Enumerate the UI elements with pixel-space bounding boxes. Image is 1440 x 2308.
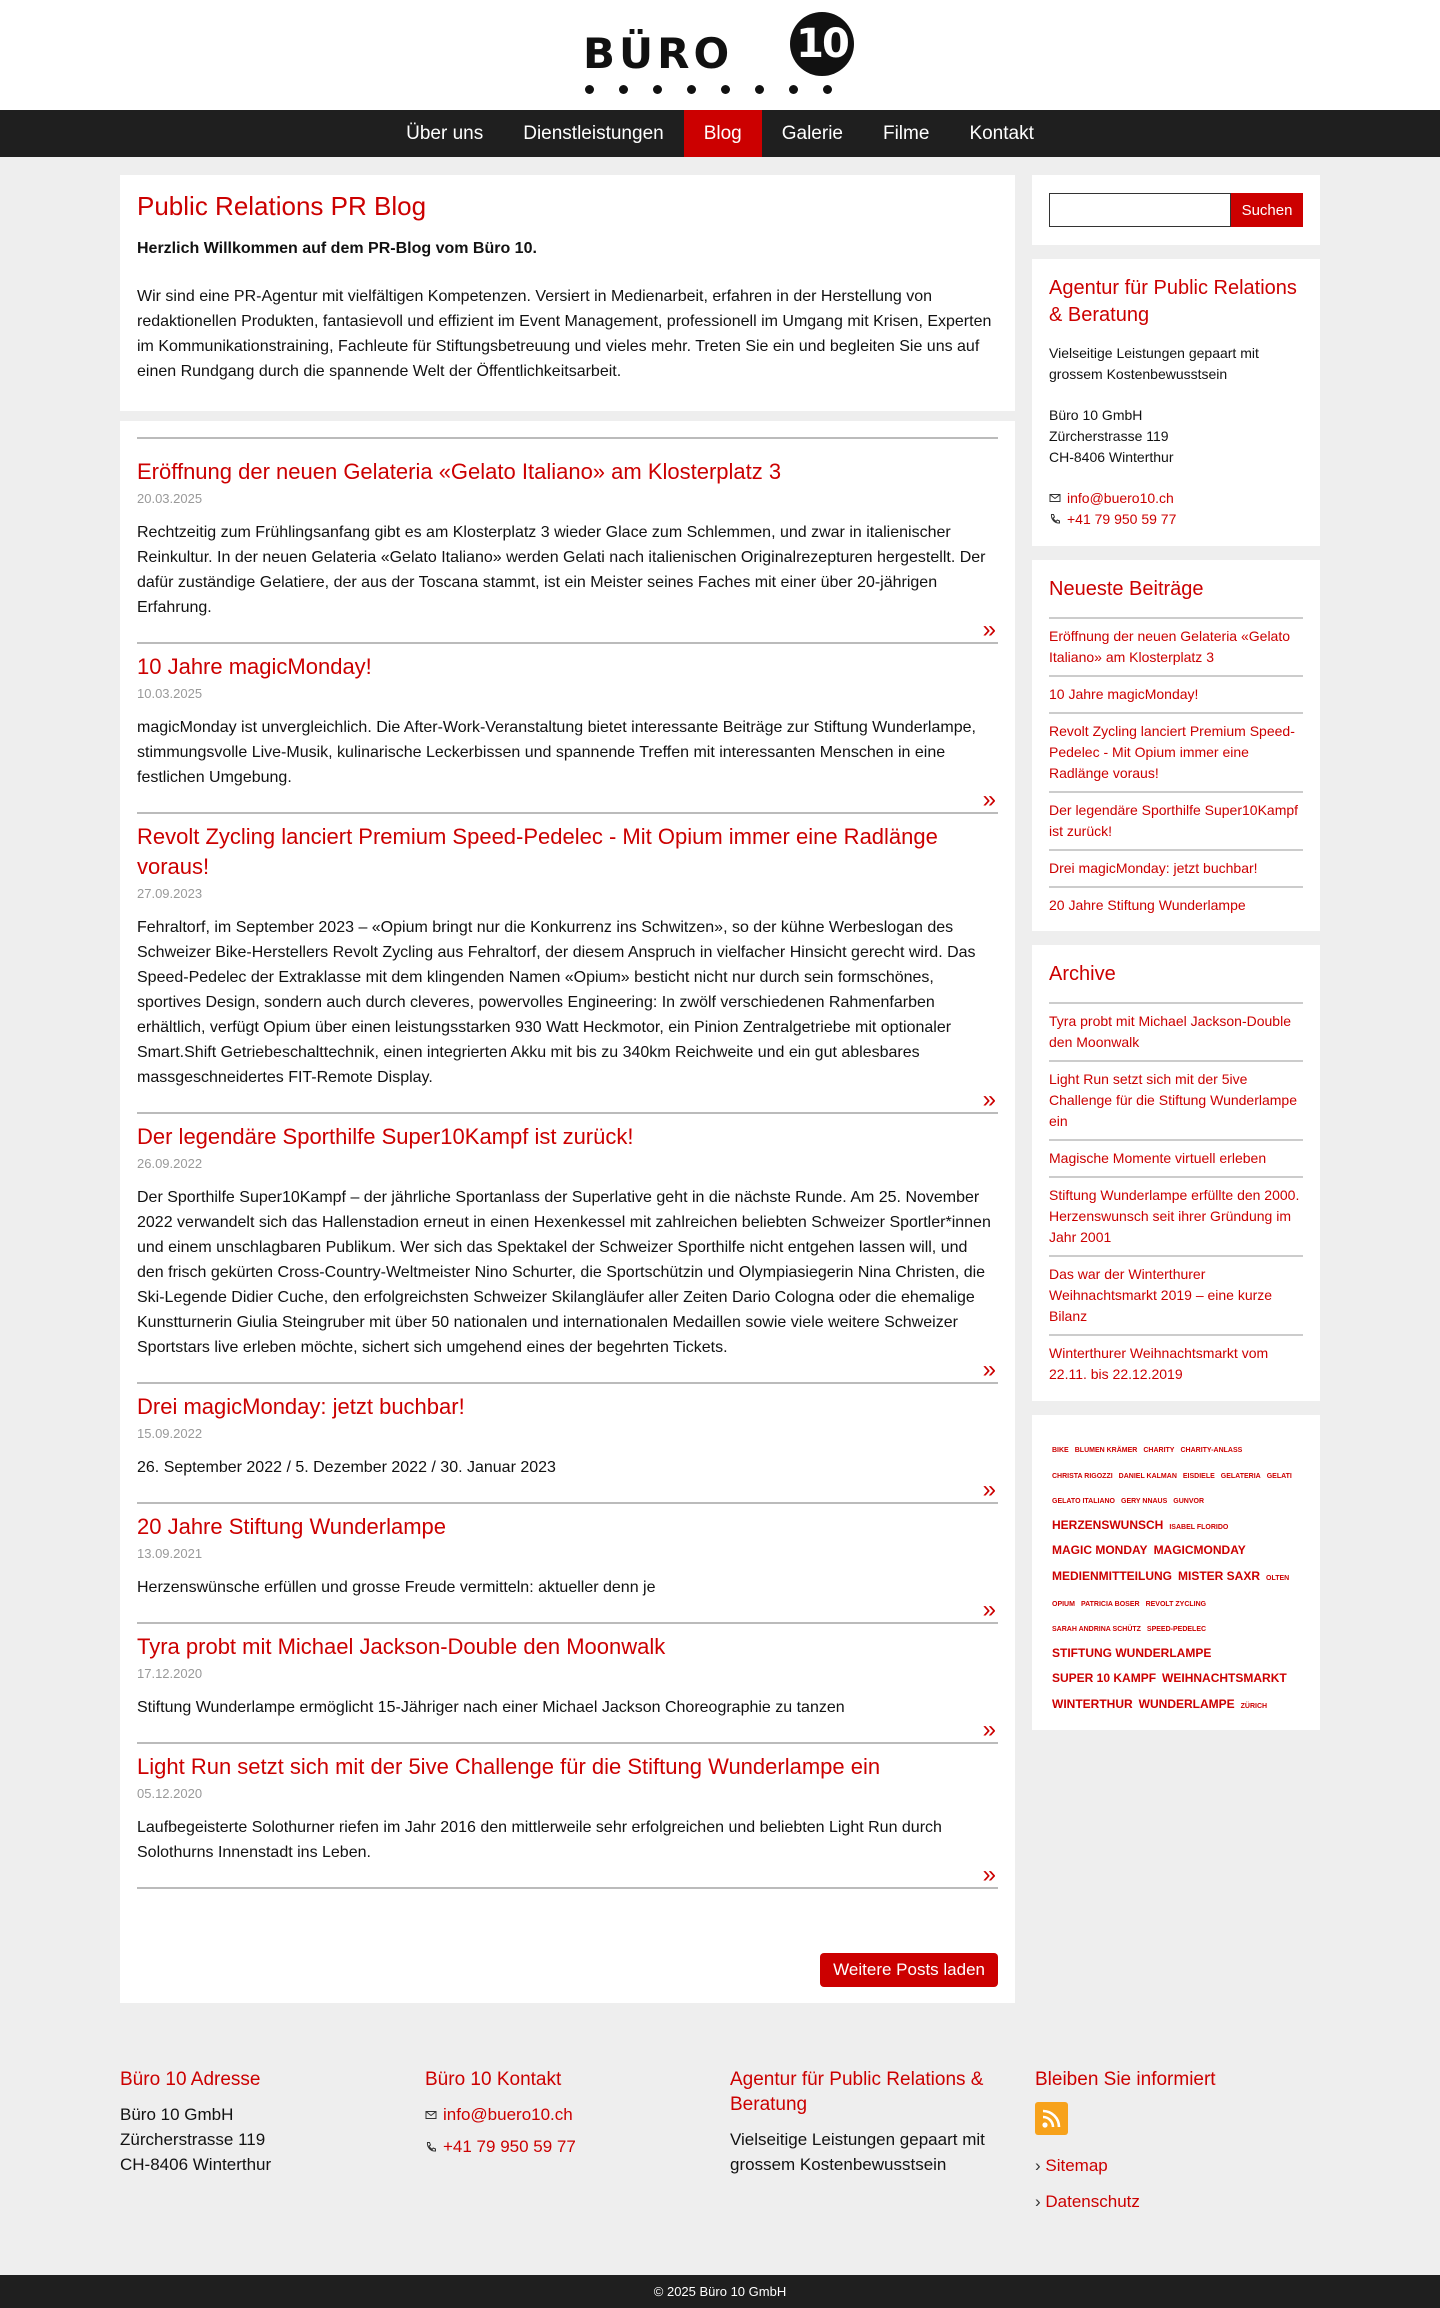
post-item	[137, 1624, 998, 1744]
tag-link[interactable]: MISTER SAXR	[1178, 1568, 1261, 1583]
post-date: 26.09.2022	[137, 1156, 203, 1171]
intro-box	[120, 175, 1015, 411]
post-excerpt: Fehraltorf, im September 2023 – «Opium bringt nur die Konkurrenz ins Schwitzen», so der kühne Werbeslogan des Schweizer Bike-Herstellers Revolt Zycling aus Fehraltorf, der diesem Anspruch in vielfacher Hinsicht gerecht wird. Das Speed-Pedelec der Extraklasse mit dem klingenden Namen «Opium» besticht nicht nur durch sein formschönes, sportives Design, sondern auch durch cleveres, powervolles Engineering: In zwölf verschiedenen Rahmenfarben erhältlich, verfügt Opium über einen leistungsstarken 930 Watt Heckmotor, ein Pinion Zentralgetriebe mit optionaler Smart.Shift Getriebeschalttechnik, einen integrierten Akku mit bis zu 340km Reichweite und ein gut ablesbares massgeschneidertes FIT-Remote Display.	[137, 919, 976, 1086]
tag-link[interactable]: PATRICIA BOSER	[1080, 1600, 1140, 1608]
post-title[interactable]: 20 Jahre Stiftung Wunderlampe	[137, 1514, 446, 1539]
tag-link[interactable]: ISABEL FLORIDO	[1169, 1523, 1229, 1531]
tag-link[interactable]: BLUMEN KRÄMER	[1074, 1447, 1138, 1454]
tag-link[interactable]: GERY NNAUS	[1121, 1498, 1168, 1506]
read-more-link[interactable]: »	[982, 616, 996, 643]
sidebar-link[interactable]: Eröffnung der neuen Gelateria «Gelato Italiano» am Klosterplatz 3	[1049, 617, 1303, 675]
footer-agency-text: Vielseitige Leistungen gepaart mit grossem Kostenbewusstsein	[730, 2130, 985, 2174]
footer-company: Büro 10 GmbH	[120, 2105, 234, 2124]
post-date: 27.09.2023	[137, 886, 203, 901]
post-title[interactable]: Light Run setzt sich mit der 5ive Challenge für die Stiftung Wunderlampe ein	[137, 1754, 881, 1779]
nav-item-galerie[interactable]: Galerie	[781, 123, 843, 144]
footer-address	[120, 2067, 380, 2177]
archive-widget	[1032, 945, 1320, 1401]
post-list	[120, 421, 1015, 2003]
post-date: 13.09.2021	[137, 1546, 203, 1561]
tag-link[interactable]: WEIHNACHTSMARKT	[1162, 1671, 1287, 1686]
main-nav	[0, 110, 1440, 157]
tag-link[interactable]: WUNDERLAMPE	[1138, 1696, 1235, 1711]
tag-link[interactable]: CHARITY	[1143, 1447, 1175, 1454]
agency-email-link[interactable]: info@buero10.ch	[1067, 490, 1174, 506]
post-date: 10.03.2025	[137, 686, 203, 701]
post-excerpt: Rechtzeitig zum Frühlingsanfang gibt es am Klosterplatz 3 wieder Glace zum Schlemmen, und zwar in italienischer Reinkultur. In der neuen Gelateria «Gelato Italiano» werden Gelati nach italienischen Originalrezepturen hergestellt. Der dafür zuständige Gelatiere, der aus der Toscana stammt, ist ein Meister seines Faches mit einer über 20-jährigen Erfahrung.	[137, 524, 986, 616]
sidebar	[1032, 175, 1320, 1744]
post-title[interactable]: Drei magicMonday: jetzt buchbar!	[137, 1394, 465, 1419]
footer-contact-title: Büro 10 Kontakt	[425, 2069, 562, 2090]
footer-contact	[425, 2067, 685, 2159]
post-title[interactable]: Tyra probt mit Michael Jackson-Double den Moonwalk	[137, 1634, 666, 1659]
post-excerpt: Herzenswünsche erfüllen und grosse Freude vermitteln: aktueller denn je	[137, 1579, 656, 1596]
footer-city: CH-8406 Winterthur	[120, 2155, 272, 2174]
sidebar-link[interactable]: Der legendäre Sporthilfe Super10Kampf ist zurück!	[1049, 791, 1303, 849]
copyright-bar: © 2025 Büro 10 GmbH	[0, 2275, 1440, 2308]
nav-item-filme[interactable]: Filme	[882, 123, 930, 144]
agency-widget	[1032, 259, 1320, 546]
sidebar-link[interactable]: Stiftung Wunderlampe erfüllte den 2000. Herzenswunsch seit ihrer Gründung im Jahr 2001	[1049, 1176, 1303, 1255]
nav-item-ueber-uns[interactable]: Über uns	[406, 123, 484, 144]
search-widget	[1032, 175, 1320, 245]
intro-text: Wir sind eine PR-Agentur mit vielfältigen Kompetenzen. Versiert in Medienarbeit, erfahren in der Herstellung von redaktionellen Produkten, fantasievoll und effizient im Event Management, professionell im Umgang mit Krisen, Experten im Kommunikationstraining, Fachleute für Stiftungsbetreuung und vieles mehr. Treten Sie ein und begleiten Sie uns auf einen Rundgang durch die spannende Welt der Öffentlichkeitsarbeit.	[137, 288, 992, 380]
read-more-link[interactable]: »	[982, 786, 996, 813]
recent-posts-widget	[1032, 560, 1320, 931]
sidebar-link[interactable]: Tyra probt mit Michael Jackson-Double den Moonwalk	[1049, 1002, 1303, 1060]
tag-link[interactable]: SPEED-PEDELEC	[1146, 1626, 1207, 1634]
footer-link-label: Datenschutz	[1045, 2192, 1140, 2211]
read-more-link[interactable]: »	[982, 1716, 996, 1743]
footer-link-label: Sitemap	[1045, 2156, 1108, 2175]
search-button[interactable]: Suchen	[1231, 193, 1303, 227]
logo-dots	[585, 85, 832, 94]
rss-icon[interactable]	[1035, 2102, 1068, 2135]
sidebar-link[interactable]: Magische Momente virtuell erleben	[1049, 1139, 1303, 1176]
tag-link[interactable]: SUPER 10 KAMPF	[1052, 1671, 1157, 1686]
sidebar-link[interactable]: Drei magicMonday: jetzt buchbar!	[1049, 849, 1303, 886]
footer-phone-link[interactable]: +41 79 950 59 77	[443, 2137, 576, 2156]
sidebar-link[interactable]: 20 Jahre Stiftung Wunderlampe	[1049, 886, 1303, 923]
logo-text: BÜRO	[583, 29, 734, 78]
main-area	[0, 157, 1440, 2019]
agency-phone-link[interactable]: +41 79 950 59 77	[1067, 511, 1177, 527]
footer-link-datenschutz[interactable]	[1035, 2189, 1295, 2214]
agency-contact	[1049, 488, 1303, 530]
page-title: Public Relations PR Blog	[137, 191, 427, 221]
recent-list	[1049, 617, 1303, 923]
sidebar-link[interactable]: 10 Jahre magicMonday!	[1049, 675, 1303, 712]
footer-agency	[730, 2067, 1000, 2177]
tag-link[interactable]: EISDIELE	[1182, 1472, 1215, 1480]
agency-street: Zürcherstrasse 119	[1049, 428, 1169, 444]
read-more-link[interactable]: »	[982, 1861, 996, 1888]
tag-cloud	[1032, 1415, 1320, 1730]
tag-link[interactable]: OLTEN	[1266, 1574, 1290, 1582]
nav-item-blog[interactable]: Blog	[684, 110, 762, 157]
post-item	[137, 449, 998, 644]
post-item	[137, 644, 998, 814]
agency-widget-title: Agentur für Public Relations & Beratung	[1049, 277, 1297, 326]
sidebar-link[interactable]: Light Run setzt sich mit der 5ive Challenge für die Stiftung Wunderlampe ein	[1049, 1060, 1303, 1139]
read-more-link[interactable]: »	[982, 1356, 996, 1383]
footer-email-link[interactable]: info@buero10.ch	[443, 2105, 573, 2124]
archive-list	[1049, 1002, 1303, 1392]
sidebar-link[interactable]: Winterthurer Weihnachtsmarkt vom 22.11. bis 22.12.2019	[1049, 1334, 1303, 1392]
tag-link[interactable]: WINTERTHUR	[1052, 1696, 1133, 1711]
mail-icon	[1049, 492, 1061, 504]
agency-company: Büro 10 GmbH	[1049, 407, 1143, 423]
tag-link[interactable]: CHARITY-ANLASS	[1180, 1447, 1243, 1454]
content-column	[120, 175, 1015, 2003]
tag-link[interactable]: GELATERIA	[1220, 1472, 1261, 1480]
tag-link[interactable]: STIFTUNG WUNDERLAMPE	[1052, 1645, 1212, 1660]
post-date: 15.09.2022	[137, 1426, 203, 1441]
phone-icon	[425, 2141, 437, 2153]
post-item	[137, 1504, 998, 1624]
agency-city: CH-8406 Winterthur	[1049, 449, 1174, 465]
post-excerpt: Der Sporthilfe Super10Kampf – der jährliche Sportanlass der Superlative geht in die nächste Runde. Am 25. November 2022 verwandelt sich das Hallenstadion erneut in einen Hexenkessel mit zahlreichen beliebten Schweizer Sportler*innen und einem unschlagbaren Publikum. Wer sich das Spektakel der Schweizer Sporthilfe nicht entgehen lassen will, und den frisch gekürten Cross-Country-Weltmeister Nino Schurter, die Sportschützin und Olympiasiegerin Nina Christen, die Ski-Legende Didier Cuche, den erfolgreichsten Schweizer Skilangläufer aller Zeiten Dario Cologna oder die ehemalige Kunstturnerin Giulia Steingruber mit über 50 nationalen und internationalen Medaillen sowie viele weitere Schweizer Sportstars live erleben möchte, sichert sich umgehend eines der begehrten Tickets.	[137, 1189, 991, 1356]
chevron-right-icon: ›	[1035, 2156, 1046, 2175]
post-item	[137, 1114, 998, 1384]
recent-widget-title: Neueste Beiträge	[1049, 578, 1204, 600]
post-date: 05.12.2020	[137, 1786, 203, 1801]
post-title[interactable]: Der legendäre Sporthilfe Super10Kampf ist zurück!	[137, 1124, 634, 1149]
agency-address	[1049, 405, 1303, 468]
read-more-link[interactable]: »	[982, 1596, 996, 1623]
logo-number: 10	[790, 12, 854, 76]
sidebar-link[interactable]: Das war der Winterthurer Weihnachtsmarkt 2019 – eine kurze Bilanz	[1049, 1255, 1303, 1334]
tag-link[interactable]: OPIUM	[1052, 1600, 1075, 1608]
tag-link[interactable]: HERZENSWUNSCH	[1052, 1517, 1164, 1532]
read-more-link[interactable]: »	[982, 1086, 996, 1113]
load-more-button[interactable]: Weitere Posts laden	[820, 1953, 998, 1987]
tag-link[interactable]: MEDIENMITTEILUNG	[1052, 1568, 1172, 1583]
footer-link-sitemap[interactable]	[1035, 2153, 1295, 2178]
footer-street: Zürcherstrasse 119	[120, 2130, 266, 2149]
intro-lead: Herzlich Willkommen auf dem PR-Blog vom Büro 10.	[137, 240, 537, 257]
tag-link[interactable]: GUNVOR	[1173, 1498, 1205, 1506]
post-title[interactable]: 10 Jahre magicMonday!	[137, 654, 372, 679]
post-item	[137, 1384, 998, 1504]
footer-agency-title: Agentur für Public Relations & Beratung	[730, 2069, 984, 2115]
tag-link[interactable]: ZÜRICH	[1240, 1702, 1268, 1710]
nav-item-dienstleistungen[interactable]: Dienstleistungen	[523, 123, 664, 144]
post-excerpt: Laufbegeisterte Solothurner riefen im Jahr 2016 den mittlerweile sehr erfolgreichen und beliebten Light Run durch Solothurns Innenstadt ins Leben.	[137, 1819, 942, 1861]
tag-link[interactable]: CHRISTA RIGOZZI	[1052, 1472, 1113, 1480]
sidebar-link[interactable]: Revolt Zycling lanciert Premium Speed-Pedelec - Mit Opium immer eine Radlänge voraus!	[1049, 712, 1303, 791]
agency-tagline: Vielseitige Leistungen gepaart mit grossem Kostenbewusstsein	[1049, 345, 1259, 382]
footer-newsletter	[1035, 2067, 1295, 2225]
logo[interactable]	[583, 12, 858, 98]
post-item	[137, 814, 998, 1114]
tag-link[interactable]: MAGIC MONDAY	[1052, 1543, 1148, 1558]
site-footer	[0, 2019, 1440, 2275]
nav-item-kontakt[interactable]: Kontakt	[969, 123, 1034, 144]
post-excerpt: Stiftung Wunderlampe ermöglicht 15-Jähriger nach einer Michael Jackson Choreographie zu tanzen	[137, 1699, 845, 1716]
footer-newsletter-title: Bleiben Sie informiert	[1035, 2069, 1216, 2090]
post-excerpt: magicMonday ist unvergleichlich. Die After-Work-Veranstaltung bietet interessante Beiträge zur Stiftung Wunderlampe, stimmungsvolle Live-Musik, kulinarische Leckerbissen und spannende Treffen mit interessanten Menschen in eine festlichen Umgebung.	[137, 719, 976, 786]
post-date: 20.03.2025	[137, 491, 203, 506]
tag-link[interactable]: SARAH ANDRINA SCHÜTZ	[1052, 1626, 1141, 1634]
tag-link[interactable]: GELATI	[1266, 1472, 1292, 1480]
post-item	[137, 1744, 998, 1889]
tag-link[interactable]: MAGICMONDAY	[1153, 1543, 1246, 1558]
post-excerpt: 26. September 2022 / 5. Dezember 2022 / 30. Januar 2023	[137, 1459, 556, 1476]
archive-widget-title: Archive	[1049, 963, 1116, 985]
phone-icon	[1049, 513, 1061, 525]
footer-address-title: Büro 10 Adresse	[120, 2069, 261, 2090]
tag-link[interactable]: REVOLT ZYCLING	[1145, 1600, 1207, 1608]
site-header	[0, 0, 1440, 110]
post-title[interactable]: Eröffnung der neuen Gelateria «Gelato Italiano» am Klosterplatz 3	[137, 459, 782, 484]
mail-icon	[425, 2109, 437, 2121]
chevron-right-icon: ›	[1035, 2192, 1046, 2211]
tag-link[interactable]: DANIEL KALMAN	[1118, 1472, 1177, 1480]
search-input[interactable]	[1049, 193, 1231, 227]
post-title[interactable]: Revolt Zycling lanciert Premium Speed-Pedelec - Mit Opium immer eine Radlänge voraus!	[137, 824, 938, 879]
tag-link[interactable]: BIKE	[1052, 1447, 1069, 1454]
tag-link[interactable]: GELATO ITALIANO	[1052, 1498, 1115, 1506]
read-more-link[interactable]: »	[982, 1476, 996, 1503]
post-date: 17.12.2020	[137, 1666, 203, 1681]
